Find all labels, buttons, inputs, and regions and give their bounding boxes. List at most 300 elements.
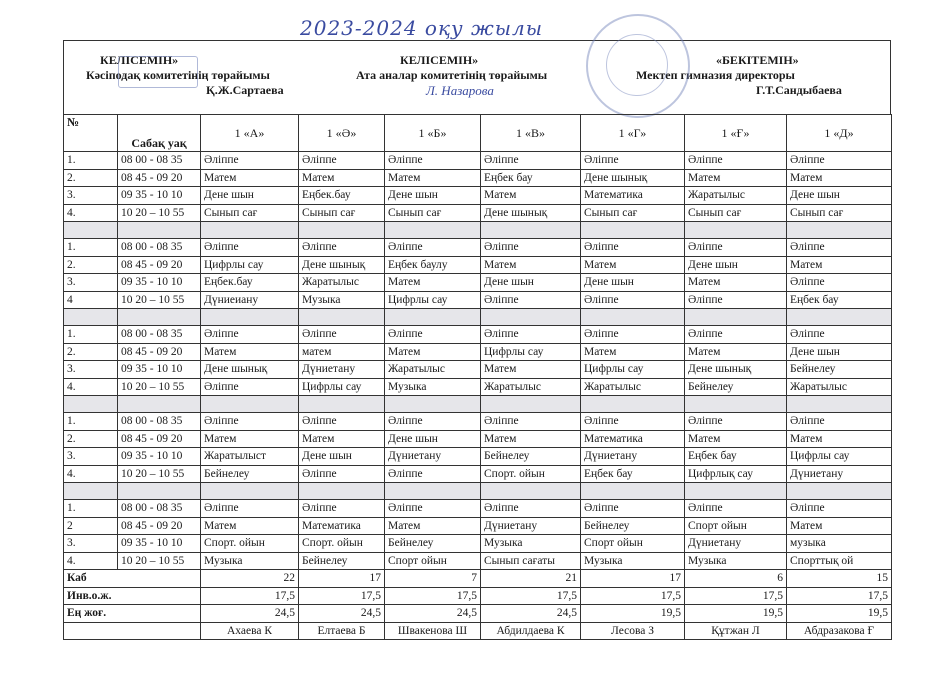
- subject-cell: Әліппе: [299, 500, 385, 518]
- subject-cell: Музыка: [685, 552, 787, 570]
- summary-value: 7: [385, 570, 481, 588]
- subject-cell: Дене шынық: [299, 256, 385, 274]
- subject-cell: Әліппе: [481, 326, 581, 344]
- subject-cell: Матем: [685, 343, 787, 361]
- subject-cell: Спорт. ойын: [481, 465, 581, 483]
- subject-cell: Цифрлы сау: [299, 378, 385, 396]
- subject-cell: Цифрлы сау: [787, 448, 892, 466]
- table-row: [64, 274, 892, 292]
- header-class: 1 «Ә»: [299, 115, 385, 152]
- approval-block-parents-committee: [356, 53, 616, 99]
- teacher-name: Құтжан Л: [685, 622, 787, 640]
- summary-value: 19,5: [787, 605, 892, 623]
- separator-cell: [581, 396, 685, 413]
- subject-cell: Әліппе: [581, 500, 685, 518]
- table-row: [64, 465, 892, 483]
- schedule-table: [63, 114, 892, 640]
- subject-cell: Әліппе: [201, 378, 299, 396]
- subject-cell: Спорт ойын: [581, 535, 685, 553]
- teacher-name: Ахаева К: [201, 622, 299, 640]
- subject-cell: Дүниетану: [385, 448, 481, 466]
- table-header-row: [64, 115, 892, 152]
- subject-cell: Дене шын: [481, 274, 581, 292]
- approval-subtitle: Кәсіподақ комитетінің төрайымы: [86, 68, 270, 82]
- summary-value: 24,5: [299, 605, 385, 623]
- table-row: [64, 204, 892, 222]
- subject-cell: Әліппе: [787, 326, 892, 344]
- summary-value: 17: [581, 570, 685, 588]
- lesson-time-cell: 10 20 – 10 55: [118, 204, 201, 222]
- lesson-time-cell: 08 00 - 08 35: [118, 413, 201, 431]
- lesson-time-cell: 08 45 - 09 20: [118, 343, 201, 361]
- subject-cell: Әліппе: [787, 239, 892, 257]
- summary-value: 22: [201, 570, 299, 588]
- lesson-number-cell: 3.: [64, 361, 118, 379]
- lesson-number-cell: 1.: [64, 152, 118, 170]
- subject-cell: Әліппе: [201, 413, 299, 431]
- subject-cell: Еңбек бау: [481, 169, 581, 187]
- separator-cell: [118, 309, 201, 326]
- subject-cell: Спорт ойын: [385, 552, 481, 570]
- subject-cell: Әліппе: [201, 326, 299, 344]
- separator-cell: [787, 309, 892, 326]
- subject-cell: Бейнелеу: [299, 552, 385, 570]
- lesson-time-cell: 09 35 - 10 10: [118, 448, 201, 466]
- header-number: №: [64, 115, 118, 152]
- lesson-number-cell: 4.: [64, 378, 118, 396]
- teacher-name: Швакенова Ш: [385, 622, 481, 640]
- lesson-time-cell: 09 35 - 10 10: [118, 187, 201, 205]
- lesson-number-cell: 3.: [64, 274, 118, 292]
- lesson-number-cell: 4.: [64, 552, 118, 570]
- subject-cell: Әліппе: [581, 326, 685, 344]
- lesson-time-cell: 08 00 - 08 35: [118, 152, 201, 170]
- separator-cell: [685, 396, 787, 413]
- subject-cell: Матем: [787, 517, 892, 535]
- summary-value: 17,5: [481, 587, 581, 605]
- separator-cell: [299, 483, 385, 500]
- summary-value: 17,5: [685, 587, 787, 605]
- subject-cell: Дене шын: [385, 430, 481, 448]
- separator-cell: [64, 309, 118, 326]
- subject-cell: Әліппе: [201, 152, 299, 170]
- subject-cell: Дене шын: [581, 274, 685, 292]
- subject-cell: Дүниетану: [581, 448, 685, 466]
- summary-value: 17,5: [581, 587, 685, 605]
- subject-cell: Матем: [787, 256, 892, 274]
- separator-cell: [481, 309, 581, 326]
- summary-value: 17,5: [385, 587, 481, 605]
- subject-cell: Дене шын: [685, 256, 787, 274]
- table-row: [64, 239, 892, 257]
- lesson-number-cell: 2: [64, 517, 118, 535]
- subject-cell: Спорт ойын: [685, 517, 787, 535]
- subject-cell: Сынып сағ: [385, 204, 481, 222]
- teacher-names-row: [64, 622, 892, 640]
- subject-cell: Матем: [201, 517, 299, 535]
- subject-cell: Бейнелеу: [201, 465, 299, 483]
- subject-cell: Әліппе: [685, 152, 787, 170]
- subject-cell: Әліппе: [685, 239, 787, 257]
- subject-cell: Әліппе: [581, 413, 685, 431]
- separator-cell: [299, 222, 385, 239]
- lesson-number-cell: 3.: [64, 535, 118, 553]
- lesson-time-cell: 08 00 - 08 35: [118, 326, 201, 344]
- subject-cell: Матем: [481, 430, 581, 448]
- summary-value: 24,5: [481, 605, 581, 623]
- subject-cell: Дене шынық: [581, 169, 685, 187]
- subject-cell: Матем: [581, 256, 685, 274]
- approval-title: КЕЛІСЕМІН»: [400, 53, 479, 67]
- subject-cell: Цифрлы сау: [201, 256, 299, 274]
- header-class: 1 «В»: [481, 115, 581, 152]
- lesson-number-cell: 4.: [64, 465, 118, 483]
- separator-cell: [299, 396, 385, 413]
- table-row: [64, 361, 892, 379]
- approval-subtitle: Мектеп гимназия директоры: [636, 68, 795, 82]
- subject-cell: Еңбек бау: [685, 448, 787, 466]
- separator-cell: [787, 396, 892, 413]
- day-separator-row: [64, 396, 892, 413]
- subject-cell: Сынып сағ: [685, 204, 787, 222]
- stamp-trade-union: [118, 56, 198, 88]
- header-class: 1 «Г»: [581, 115, 685, 152]
- summary-value: 24,5: [385, 605, 481, 623]
- subject-cell: Сынып сағ: [787, 204, 892, 222]
- table-row: [64, 326, 892, 344]
- subject-cell: Музыка: [581, 552, 685, 570]
- separator-cell: [64, 222, 118, 239]
- lesson-time-cell: 08 45 - 09 20: [118, 256, 201, 274]
- subject-cell: Музыка: [299, 291, 385, 309]
- summary-value: 17,5: [201, 587, 299, 605]
- header-class: 1 «Ғ»: [685, 115, 787, 152]
- subject-cell: Әліппе: [787, 152, 892, 170]
- handwritten-year-note: 2023-2024 оқу жылы: [300, 16, 544, 40]
- subject-cell: Әліппе: [787, 500, 892, 518]
- lesson-number-cell: 2.: [64, 343, 118, 361]
- subject-cell: Матем: [787, 430, 892, 448]
- approval-title: «БЕКІТЕМІН»: [716, 53, 799, 67]
- separator-cell: [787, 483, 892, 500]
- subject-cell: Матем: [385, 274, 481, 292]
- subject-cell: Әліппе: [385, 152, 481, 170]
- subject-cell: Матем: [481, 256, 581, 274]
- approval-signer-name: Л. Назарова: [426, 83, 494, 98]
- subject-cell: Әліппе: [685, 500, 787, 518]
- subject-cell: Әліппе: [481, 152, 581, 170]
- approval-subtitle: Ата аналар комитетінің төрайымы: [356, 68, 548, 82]
- lesson-time-cell: 08 45 - 09 20: [118, 430, 201, 448]
- table-row: [64, 152, 892, 170]
- subject-cell: Әліппе: [385, 239, 481, 257]
- subject-cell: Әліппе: [581, 152, 685, 170]
- teacher-name: Лесова З: [581, 622, 685, 640]
- separator-cell: [299, 309, 385, 326]
- table-row: [64, 343, 892, 361]
- subject-cell: Әліппе: [685, 326, 787, 344]
- separator-cell: [385, 309, 481, 326]
- separator-cell: [685, 309, 787, 326]
- subject-cell: Матем: [385, 343, 481, 361]
- subject-cell: Музыка: [481, 535, 581, 553]
- table-row: [64, 552, 892, 570]
- subject-cell: Дене шын: [787, 343, 892, 361]
- subject-cell: Әліппе: [299, 152, 385, 170]
- table-row: [64, 448, 892, 466]
- separator-cell: [481, 483, 581, 500]
- lesson-time-cell: 10 20 – 10 55: [118, 291, 201, 309]
- summary-value: 24,5: [201, 605, 299, 623]
- summary-row: [64, 605, 892, 623]
- subject-cell: Әліппе: [581, 291, 685, 309]
- header-lesson-time: Сабақ уақ: [118, 115, 201, 152]
- subject-cell: Бейнелеу: [685, 378, 787, 396]
- summary-value: 17,5: [787, 587, 892, 605]
- separator-cell: [385, 483, 481, 500]
- subject-cell: Цифрлы сау: [581, 361, 685, 379]
- lesson-time-cell: 08 45 - 09 20: [118, 517, 201, 535]
- subject-cell: Дене шын: [385, 187, 481, 205]
- subject-cell: Әліппе: [481, 291, 581, 309]
- subject-cell: Әліппе: [201, 500, 299, 518]
- summary-value: 6: [685, 570, 787, 588]
- subject-cell: Матем: [581, 343, 685, 361]
- subject-cell: Жаратылыс: [481, 378, 581, 396]
- separator-cell: [385, 222, 481, 239]
- separator-cell: [201, 396, 299, 413]
- separator-cell: [118, 483, 201, 500]
- separator-cell: [118, 222, 201, 239]
- subject-cell: Әліппе: [685, 291, 787, 309]
- separator-cell: [385, 396, 481, 413]
- separator-cell: [64, 483, 118, 500]
- subject-cell: Әліппе: [201, 239, 299, 257]
- subject-cell: Матем: [201, 169, 299, 187]
- lesson-number-cell: 4: [64, 291, 118, 309]
- table-row: [64, 517, 892, 535]
- day-separator-row: [64, 309, 892, 326]
- subject-cell: Әліппе: [299, 239, 385, 257]
- subject-cell: Жаратылыс: [685, 187, 787, 205]
- lesson-number-cell: 2.: [64, 169, 118, 187]
- subject-cell: Әліппе: [481, 413, 581, 431]
- header-class: 1 «Д»: [787, 115, 892, 152]
- lesson-time-cell: 10 20 – 10 55: [118, 465, 201, 483]
- subject-cell: Сынып сағаты: [481, 552, 581, 570]
- lesson-time-cell: 08 45 - 09 20: [118, 169, 201, 187]
- subject-cell: Матем: [385, 169, 481, 187]
- subject-cell: Сынып сағ: [581, 204, 685, 222]
- subject-cell: Еңбек бау: [787, 291, 892, 309]
- table-row: [64, 500, 892, 518]
- subject-cell: Математика: [581, 430, 685, 448]
- lesson-number-cell: 1.: [64, 413, 118, 431]
- subject-cell: Жаратылыс: [299, 274, 385, 292]
- table-row: [64, 169, 892, 187]
- table-row: [64, 430, 892, 448]
- lesson-number-cell: 1.: [64, 239, 118, 257]
- subject-cell: Әліппе: [481, 500, 581, 518]
- subject-cell: Әліппе: [481, 239, 581, 257]
- separator-cell: [481, 222, 581, 239]
- subject-cell: Еңбек.бау: [201, 274, 299, 292]
- summary-value: 15: [787, 570, 892, 588]
- subject-cell: Дүниетану: [787, 465, 892, 483]
- separator-cell: [201, 309, 299, 326]
- subject-cell: Әліппе: [299, 413, 385, 431]
- lesson-number-cell: 3.: [64, 448, 118, 466]
- approval-signer-name: Қ.Ж.Сартаева: [206, 83, 284, 97]
- approval-title: КЕЛІСЕМІН»: [100, 53, 179, 67]
- summary-label: Ең жоғ.: [64, 605, 201, 623]
- subject-cell: Әліппе: [685, 413, 787, 431]
- subject-cell: Матем: [299, 430, 385, 448]
- subject-cell: Әліппе: [581, 239, 685, 257]
- subject-cell: Математика: [581, 187, 685, 205]
- subject-cell: Музыка: [201, 552, 299, 570]
- subject-cell: Әліппе: [385, 326, 481, 344]
- summary-value: 19,5: [685, 605, 787, 623]
- separator-cell: [64, 396, 118, 413]
- summary-value: 21: [481, 570, 581, 588]
- table-row: [64, 256, 892, 274]
- separator-cell: [685, 222, 787, 239]
- lesson-number-cell: 3.: [64, 187, 118, 205]
- separator-cell: [581, 483, 685, 500]
- separator-cell: [787, 222, 892, 239]
- subject-cell: Жаратылыс: [581, 378, 685, 396]
- subject-cell: Жаратылыс: [385, 361, 481, 379]
- lesson-time-cell: 09 35 - 10 10: [118, 535, 201, 553]
- subject-cell: Матем: [481, 361, 581, 379]
- lesson-time-cell: 10 20 – 10 55: [118, 552, 201, 570]
- subject-cell: Дүниетану: [299, 361, 385, 379]
- approval-signer-name: Г.Т.Сандыбаева: [756, 83, 842, 97]
- subject-cell: Музыка: [385, 378, 481, 396]
- separator-cell: [118, 396, 201, 413]
- separator-cell: [201, 222, 299, 239]
- subject-cell: Цифрлы сау: [385, 291, 481, 309]
- subject-cell: Дүниетану: [481, 517, 581, 535]
- subject-cell: Әліппе: [299, 465, 385, 483]
- subject-cell: музыка: [787, 535, 892, 553]
- subject-cell: Дене шын: [787, 187, 892, 205]
- summary-value: 17: [299, 570, 385, 588]
- summary-row: [64, 570, 892, 588]
- subject-cell: Әліппе: [787, 274, 892, 292]
- subject-cell: Дене шын: [201, 187, 299, 205]
- teacher-label-cell: [64, 622, 201, 640]
- subject-cell: Әліппе: [787, 413, 892, 431]
- subject-cell: Әліппе: [299, 326, 385, 344]
- subject-cell: Сынып сағ: [299, 204, 385, 222]
- subject-cell: Матем: [481, 187, 581, 205]
- table-row: [64, 535, 892, 553]
- subject-cell: Жаратылыс: [787, 378, 892, 396]
- stamp-school-seal: [586, 14, 690, 118]
- summary-label: Каб: [64, 570, 201, 588]
- subject-cell: Дене шын: [299, 448, 385, 466]
- subject-cell: Бейнелеу: [787, 361, 892, 379]
- header-class: 1 «Б»: [385, 115, 481, 152]
- table-row: [64, 378, 892, 396]
- day-separator-row: [64, 483, 892, 500]
- subject-cell: Спорт. ойын: [201, 535, 299, 553]
- subject-cell: Матем: [385, 517, 481, 535]
- subject-cell: Жаратылыст: [201, 448, 299, 466]
- day-separator-row: [64, 222, 892, 239]
- teacher-name: Абдразакова Ғ: [787, 622, 892, 640]
- subject-cell: Матем: [685, 169, 787, 187]
- subject-cell: Еңбек.бау: [299, 187, 385, 205]
- lesson-time-cell: 09 35 - 10 10: [118, 361, 201, 379]
- table-row: [64, 413, 892, 431]
- subject-cell: Дене шынық: [201, 361, 299, 379]
- summary-value: 19,5: [581, 605, 685, 623]
- subject-cell: Спорттық ой: [787, 552, 892, 570]
- teacher-name: Абдилдаева К: [481, 622, 581, 640]
- separator-cell: [581, 309, 685, 326]
- subject-cell: Дүниеиану: [201, 291, 299, 309]
- subject-cell: Дене шынық: [481, 204, 581, 222]
- subject-cell: Дене шынық: [685, 361, 787, 379]
- subject-cell: Әліппе: [385, 465, 481, 483]
- subject-cell: Бейнелеу: [385, 535, 481, 553]
- subject-cell: матем: [299, 343, 385, 361]
- summary-row: [64, 587, 892, 605]
- separator-cell: [581, 222, 685, 239]
- summary-value: 17,5: [299, 587, 385, 605]
- subject-cell: Әліппе: [385, 413, 481, 431]
- subject-cell: Сынып сағ: [201, 204, 299, 222]
- subject-cell: Матем: [787, 169, 892, 187]
- header-class: 1 «А»: [201, 115, 299, 152]
- table-row: [64, 187, 892, 205]
- subject-cell: Әліппе: [385, 500, 481, 518]
- subject-cell: Матем: [201, 430, 299, 448]
- separator-cell: [201, 483, 299, 500]
- subject-cell: Матем: [685, 274, 787, 292]
- subject-cell: Спорт. ойын: [299, 535, 385, 553]
- lesson-time-cell: 09 35 - 10 10: [118, 274, 201, 292]
- subject-cell: Цифрлы сау: [481, 343, 581, 361]
- lesson-number-cell: 2.: [64, 256, 118, 274]
- lesson-number-cell: 4.: [64, 204, 118, 222]
- subject-cell: Дүниетану: [685, 535, 787, 553]
- subject-cell: Матем: [201, 343, 299, 361]
- subject-cell: Матем: [299, 169, 385, 187]
- separator-cell: [481, 396, 581, 413]
- separator-cell: [685, 483, 787, 500]
- subject-cell: Бейнелеу: [581, 517, 685, 535]
- table-row: [64, 291, 892, 309]
- lesson-time-cell: 08 00 - 08 35: [118, 239, 201, 257]
- subject-cell: Еңбек баулу: [385, 256, 481, 274]
- lesson-number-cell: 2.: [64, 430, 118, 448]
- summary-label: Инв.о.ж.: [64, 587, 201, 605]
- lesson-time-cell: 08 00 - 08 35: [118, 500, 201, 518]
- lesson-number-cell: 1.: [64, 500, 118, 518]
- subject-cell: Матем: [685, 430, 787, 448]
- subject-cell: Цифрлық сау: [685, 465, 787, 483]
- subject-cell: Бейнелеу: [481, 448, 581, 466]
- subject-cell: Математика: [299, 517, 385, 535]
- lesson-number-cell: 1.: [64, 326, 118, 344]
- lesson-time-cell: 10 20 – 10 55: [118, 378, 201, 396]
- teacher-name: Елтаева Б: [299, 622, 385, 640]
- subject-cell: Еңбек бау: [581, 465, 685, 483]
